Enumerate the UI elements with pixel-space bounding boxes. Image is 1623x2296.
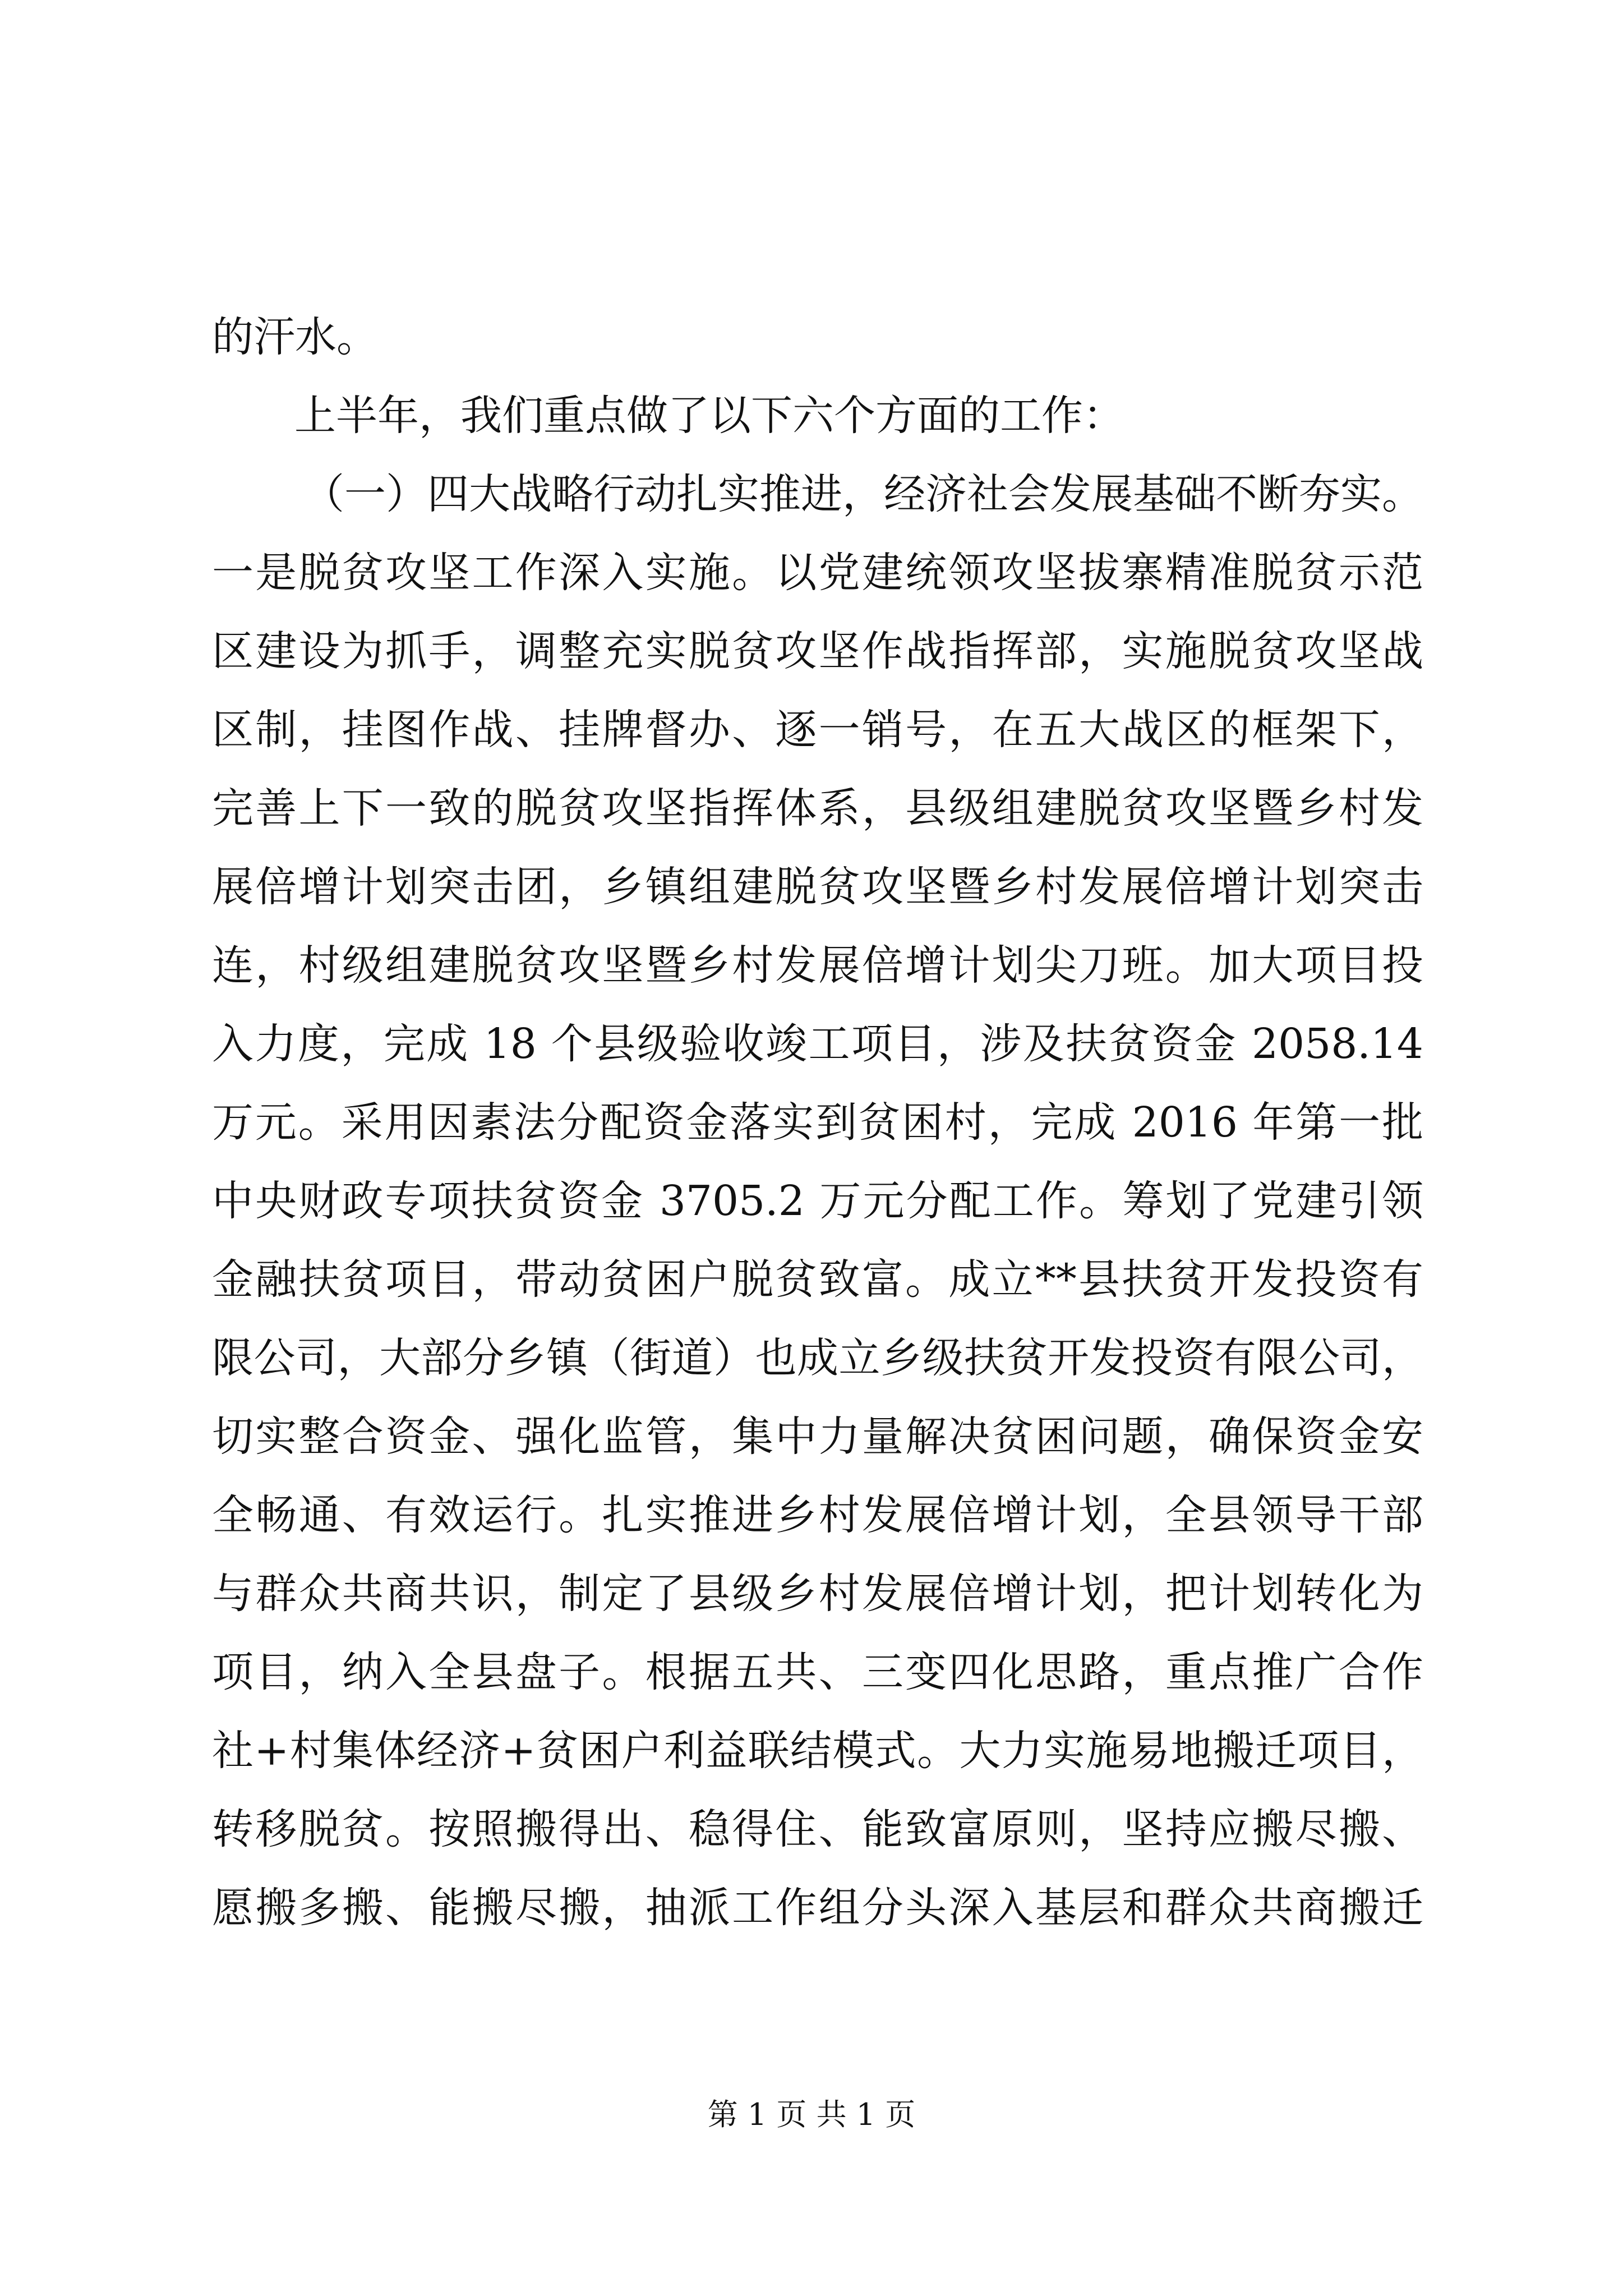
page-footer: 第 1 页 共 1 页 <box>707 2097 916 2132</box>
text-line-18: 项目，纳入全县盘子。根据五共、三变四化思路，重点推广合作 <box>212 1648 1423 1696</box>
text-line-21: 愿搬多搬、能搬尽搬，抽派工作组分头深入基层和群众共商搬迁 <box>212 1884 1423 1932</box>
text-line-4: 一是脱贫攻坚工作深入实施。以党建统领攻坚拔寨精准脱贫示范 <box>212 549 1423 597</box>
text-line-5: 区建设为抓手，调整充实脱贫攻坚作战指挥部，实施脱贫攻坚战 <box>212 627 1423 675</box>
section-heading: （一）四大战略行动扎实推进，经济社会发展基础不断夯实。 <box>303 470 1423 518</box>
text-line-6: 区制，挂图作战、挂牌督办、逐一销号，在五大战区的框架下， <box>212 706 1423 754</box>
text-line-17: 与群众共商共识，制定了县级乡村发展倍增计划，把计划转化为 <box>212 1570 1423 1618</box>
text-line-19: 社+村集体经济+贫困户利益联结模式。大力实施易地搬迁项目， <box>212 1727 1423 1775</box>
text-line-13: 金融扶贫项目，带动贫困户脱贫致富。成立**县扶贫开发投资有 <box>212 1255 1423 1304</box>
text-line-9: 连，村级组建脱贫攻坚暨乡村发展倍增计划尖刀班。加大项目投 <box>212 941 1423 990</box>
text-line-20: 转移脱贫。按照搬得出、稳得住、能致富原则，坚持应搬尽搬、 <box>212 1805 1423 1853</box>
text-line-14: 限公司，大部分乡镇（街道）也成立乡级扶贫开发投资有限公司， <box>212 1334 1423 1382</box>
text-line-2: 上半年，我们重点做了以下六个方面的工作： <box>294 392 1124 440</box>
text-line-12: 中央财政专项扶贫资金 3705.2 万元分配工作。筹划了党建引领 <box>212 1177 1423 1225</box>
text-line-10: 入力度，完成 18 个县级验收竣工项目，涉及扶贫资金 2058.14 <box>212 1020 1423 1068</box>
text-line-11: 万元。采用因素法分配资金落实到贫困村，完成 2016 年第一批 <box>212 1098 1423 1147</box>
text-line-15: 切实整合资金、强化监管，集中力量解决贫困问题，确保资金安 <box>212 1412 1423 1461</box>
text-line-16: 全畅通、有效运行。扎实推进乡村发展倍增计划，全县领导干部 <box>212 1491 1423 1539</box>
text-line-7: 完善上下一致的脱贫攻坚指挥体系，县级组建脱贫攻坚暨乡村发 <box>212 784 1423 832</box>
text-line-1: 的汗水。 <box>212 313 378 361</box>
text-line-8: 展倍增计划突击团，乡镇组建脱贫攻坚暨乡村发展倍增计划突击 <box>212 863 1423 911</box>
